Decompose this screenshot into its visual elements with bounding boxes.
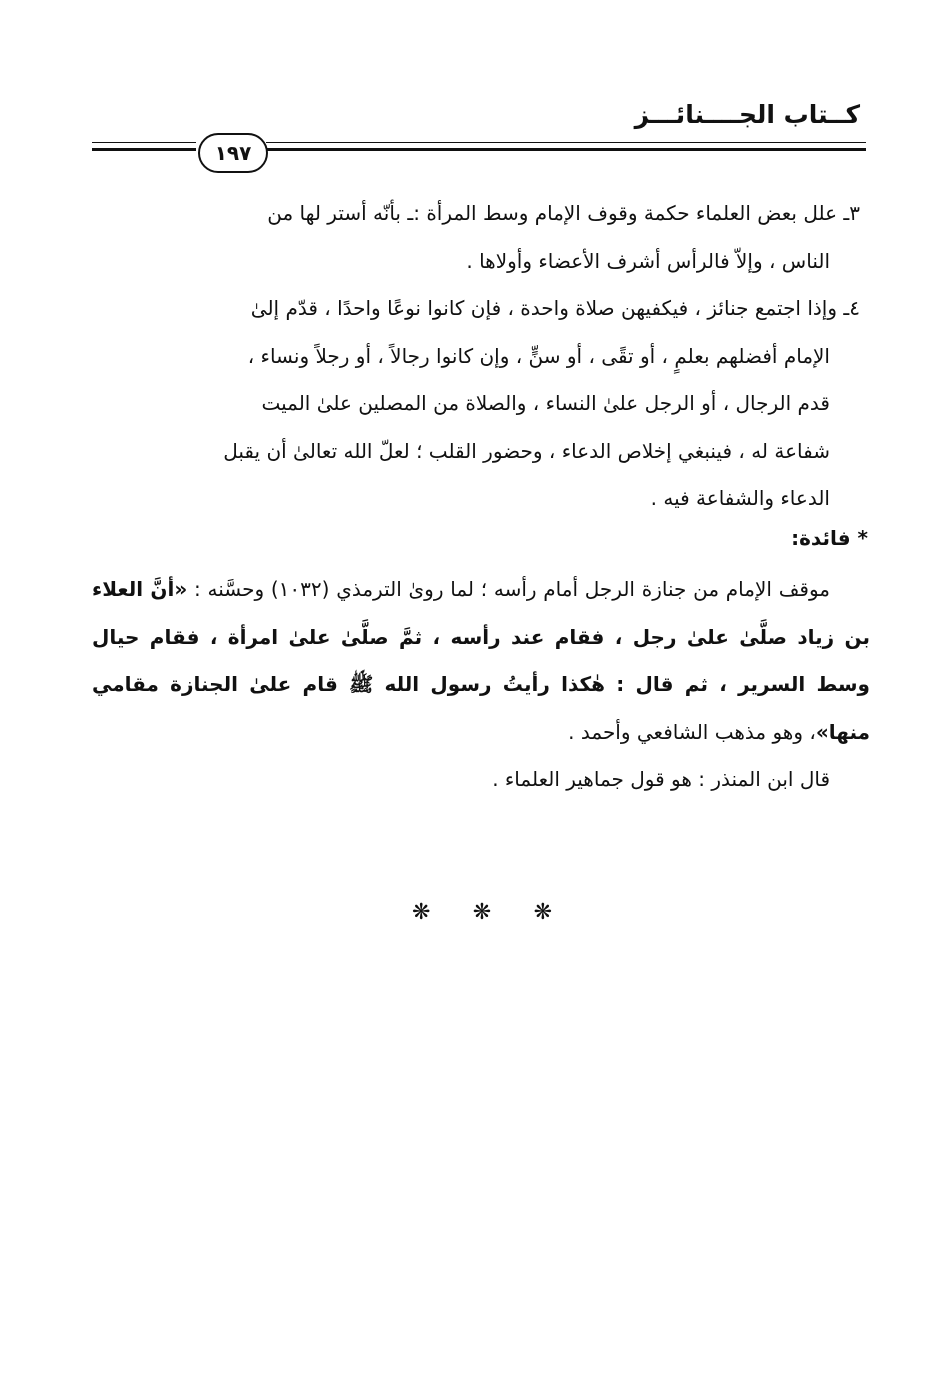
item-4-text-1: وإذا اجتمع جنائز ، فيكفيهن صلاة واحدة ، فإن كانوا نوعًا واحدًا ، قدّم إلىٰ [250,296,838,320]
list-item-3 [92,190,860,285]
star-icon: ❋ [472,900,492,925]
item-4-number: ٤ـ [843,296,860,320]
item-3-text-1: علل بعض العلماء حكمة وقوف الإمام وسط المرأة :ـ بأنّه أستر لها من [267,201,838,225]
header-rule-right-bottom [266,148,866,151]
item-4-line-3: قدم الرجال ، أو الرجل علىٰ النساء ، والصلاة من المصلين علىٰ الميت [261,391,830,415]
star-icon: ❋ [412,900,431,925]
item-3-line-2: الناس ، وإلاّ فالرأس أشرف الأعضاء وأولاها . [466,248,830,273]
benefit-heading: * فائدة: [791,526,868,550]
item-4-line-4: شفاعة له ، فينبغي إخلاص الدعاء ، وحضور القلب ؛ لعلّ الله تعالىٰ أن يقبل [223,438,830,463]
item-4-line-1 [92,285,860,333]
item-4-line-5: الدعاء والشفاعة فيه . [650,486,830,510]
item-3-line-1 [92,190,860,238]
benefit-tail: ، وهو مذهب الشافعي وأحمد . [568,719,816,744]
benefit-paragraph [92,566,870,756]
hadith-quote: «أنَّ العلاء بن زياد صلَّىٰ علىٰ رجل ، فقام عند رأسه ، ثمَّ صلَّىٰ علىٰ امرأة ، فقام حيال وسط السرير ، ثم قال : هٰكذا رأيتُ رسول الله ﷺ قام علىٰ الجنازة مقامي منها» [92,577,870,744]
running-title: كــتاب الجــــنائـــز [634,100,860,129]
list-item-4 [92,285,860,523]
closing-line [92,756,870,804]
closing-text: قال ابن المنذر : هو قول جماهير العلماء . [492,767,830,791]
item-3-number: ٣ـ [843,201,860,225]
star-icon: ❋ [533,900,552,925]
section-separator [412,900,552,925]
page-number: ١٩٧ [198,133,268,173]
benefit-lead: موقف الإمام من جنازة الرجل أمام رأسه ؛ لما رویٰ الترمذي (١٠٣٢) وحسَّنه : [187,577,830,601]
item-4-line-2: الإمام أفضلهم بعلمٍ ، أو تقًى ، أو سنٍّ ، وإن كانوا رجالاً ، أو رجلاً ونساء ، [247,343,830,368]
header-rule-right-top [266,142,866,143]
header-rule-left-bottom [92,148,196,151]
header-rule-left-top [92,142,196,143]
